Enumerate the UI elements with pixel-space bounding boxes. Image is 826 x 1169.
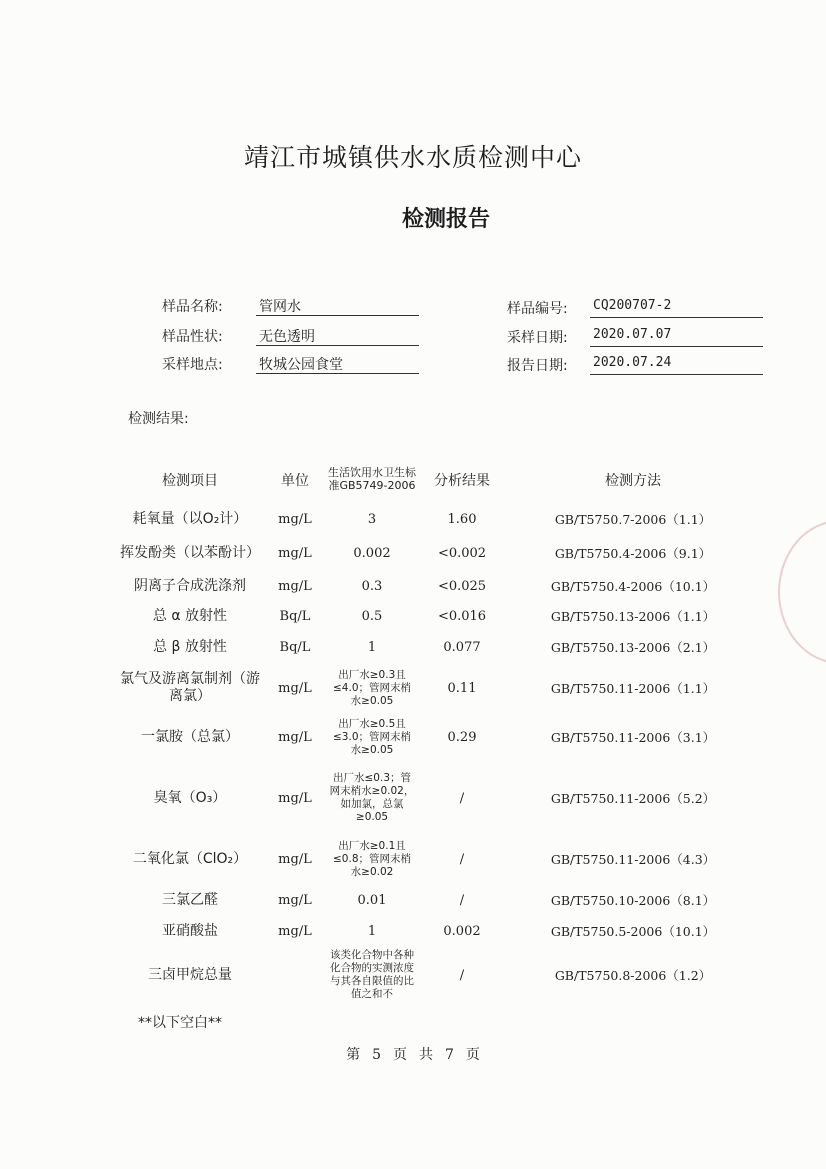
footer-page-number: 5 [372, 1047, 381, 1063]
organization-title: 靖江市城镇供水水质检测中心 [243, 143, 582, 172]
sample-name-value: 管网水 [256, 296, 419, 316]
row-result: <0.016 [437, 608, 487, 624]
row-method: GB/T5750.13-2006（1.1） [550, 609, 716, 624]
row-unit: mg/L [278, 892, 312, 908]
row-result: 0.002 [443, 923, 481, 939]
row-unit: Bq/L [279, 608, 311, 624]
row-standard: 0.3 [361, 578, 383, 594]
row-method: GB/T5750.7-2006（1.1） [554, 512, 712, 527]
row-standard: 1 [367, 923, 377, 939]
row-method: GB/T5750.13-2006（2.1） [550, 640, 716, 655]
row-standard: 出厂水≥0.3且≤4.0；管网末梢水≥0.05 [333, 668, 411, 707]
sample-id-label: 样品编号: [507, 301, 568, 317]
row-result: / [459, 851, 465, 867]
footer-total-pages: 7 [445, 1047, 454, 1063]
row-unit: mg/L [278, 729, 312, 745]
footer-total-word: 共 [419, 1047, 433, 1063]
red-seal-stamp [778, 520, 826, 664]
row-item: 臭氧（O₃） [153, 789, 227, 806]
report-date-label: 报告日期: [507, 358, 568, 374]
row-unit [270, 946, 320, 1004]
row-unit: mg/L [278, 923, 312, 939]
results-section-label: 检测结果: [128, 411, 189, 427]
row-item: 亚硝酸盐 [162, 922, 218, 939]
report-title: 检测报告 [401, 207, 490, 232]
row-unit: mg/L [278, 511, 312, 527]
row-result: / [459, 892, 465, 908]
sampling-location-value: 牧城公园食堂 [256, 354, 419, 374]
header-standard: 生活饮用水卫生标准GB5749-2006 [328, 466, 416, 492]
row-standard: 0.5 [361, 608, 383, 624]
row-unit: mg/L [278, 545, 312, 561]
row-result: / [459, 790, 465, 806]
row-unit: mg/L [278, 680, 312, 696]
row-item: 三卤甲烷总量 [148, 966, 232, 983]
row-result: / [459, 967, 465, 983]
sample-name-label: 样品名称: [162, 299, 223, 315]
row-method: GB/T5750.11-2006（3.1） [550, 730, 716, 745]
sample-nature-label: 样品性状: [162, 329, 223, 345]
row-item: 二氧化氯（ClO₂） [132, 850, 248, 867]
row-unit: mg/L [278, 790, 312, 806]
row-result: <0.002 [437, 545, 487, 561]
sampling-date-value: 2020.07.07 [590, 327, 763, 347]
row-result: <0.025 [437, 578, 487, 594]
header-item: 检测项目 [162, 473, 218, 489]
row-result: 0.11 [447, 680, 477, 696]
row-item: 三氯乙醛 [162, 891, 218, 908]
page-footer [0, 1044, 826, 1064]
row-result: 0.29 [447, 729, 477, 745]
header-unit: 单位 [281, 473, 309, 489]
footer-suffix: 页 [465, 1047, 480, 1063]
row-method: GB/T5750.4-2006（10.1） [550, 579, 716, 594]
row-standard: 出厂水≤0.3；管网末梢水≥0.02，如加氯，总氯≥0.05 [329, 772, 415, 823]
row-item: 阴离子合成洗涤剂 [134, 577, 246, 594]
sampling-date-label: 采样日期: [507, 330, 568, 346]
row-method: GB/T5750.8-2006（1.2） [554, 968, 712, 983]
row-standard: 出厂水≥0.5且≤3.0；管网末梢水≥0.05 [333, 717, 411, 756]
row-item: 耗氧量（以O₂计） [132, 510, 248, 527]
footer-page-word: 页 [393, 1047, 407, 1063]
row-method: GB/T5750.11-2006（4.3） [550, 852, 716, 867]
row-result: 0.077 [443, 639, 481, 655]
row-standard: 0.002 [353, 545, 391, 561]
row-unit: mg/L [278, 851, 312, 867]
row-result: 1.60 [447, 511, 477, 527]
row-unit: mg/L [278, 578, 312, 594]
row-item: 挥发酚类（以苯酚计） [120, 544, 260, 561]
row-standard: 出厂水≥0.1且≤0.8；管网末梢水≥0.02 [333, 839, 411, 878]
header-method: 检测方法 [605, 473, 661, 489]
row-standard: 该类化合物中各种化合物的实测浓度与其各自限值的比值之和不 [330, 949, 414, 1000]
report-date-value: 2020.07.24 [590, 355, 763, 375]
row-method: GB/T5750.5-2006（10.1） [550, 924, 716, 939]
sampling-location-label: 采样地点: [162, 357, 223, 373]
row-item: 总 α 放射性 [152, 607, 228, 624]
row-item: 氯气及游离氯制剂（游离氯） [120, 671, 260, 704]
row-item: 总 β 放射性 [153, 638, 227, 655]
row-unit: Bq/L [279, 639, 311, 655]
sample-nature-value: 无色透明 [256, 326, 419, 346]
row-standard: 3 [367, 511, 377, 527]
row-standard: 0.01 [357, 892, 387, 908]
row-standard: 1 [367, 639, 377, 655]
row-method: GB/T5750.11-2006（5.2） [550, 791, 716, 806]
blank-note: **以下空白** [138, 1015, 222, 1031]
row-method: GB/T5750.10-2006（8.1） [550, 893, 716, 908]
row-method: GB/T5750.4-2006（9.1） [554, 546, 712, 561]
sample-id-value: CQ200707-2 [590, 298, 763, 318]
row-method: GB/T5750.11-2006（1.1） [550, 681, 716, 696]
footer-prefix: 第 [346, 1047, 361, 1063]
row-item: 一氯胺（总氯） [141, 728, 239, 745]
header-result: 分析结果 [434, 473, 490, 489]
